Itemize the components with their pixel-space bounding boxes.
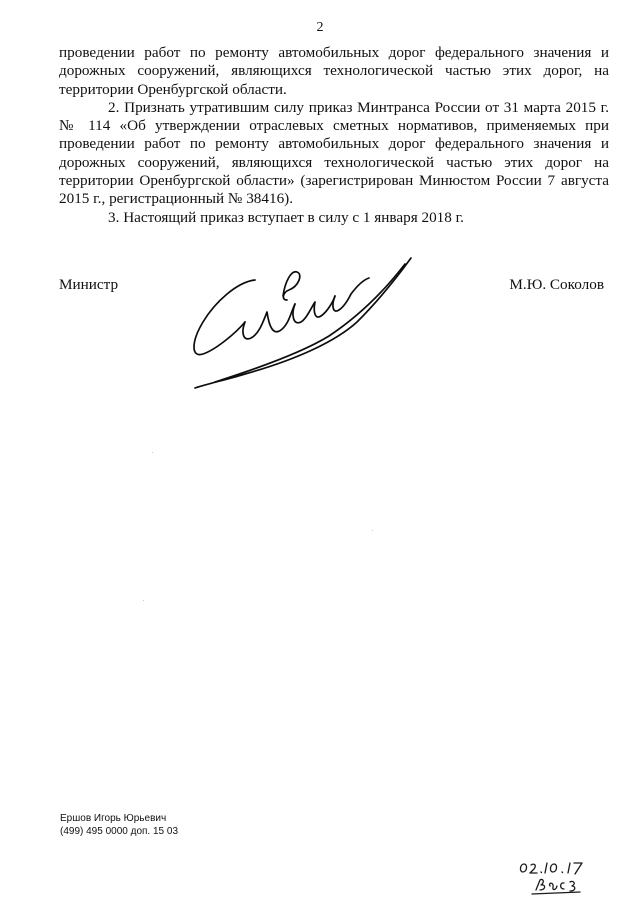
handwritten-date-initials: [510, 852, 600, 900]
signer-title: Министр: [59, 276, 119, 293]
contact-name: Ершов Игорь Юрьевич: [60, 813, 167, 824]
contact-info: [60, 812, 178, 838]
paragraph-continuation: проведении работ по ремонту автомобильных дорог федерального значения и дорожных сооружений, являющихся технологической частью этих дорог, на территории Оренбургской области.: [59, 44, 609, 98]
paragraph-item-2: 2. Признать утратившим силу приказ Минтранса России от 31 марта 2015 г. № 114 «Об утверждении отраслевых сметных нормативов, применяемых при проведении работ по ремонту автомобильных дорог федерального значения и дорожных сооружений, являющихся технологической частью этих дорог на территории Оренбургской области» (зарегистрирован Минюстом России 7 августа 2015 г., регистрационный № 38416).: [59, 98, 609, 208]
handwritten-signature: [185, 250, 425, 395]
page-number: 2: [316, 20, 324, 35]
signer-name: М.Ю. Соколов: [509, 276, 604, 293]
document-body: [59, 44, 609, 227]
paragraph-item-3: 3. Настоящий приказ вступает в силу с 1 января 2018 г.: [108, 208, 464, 226]
contact-phone: (499) 495 0000 доп. 15 03: [60, 826, 179, 837]
scan-speck: [372, 530, 373, 531]
scan-speck: [152, 452, 153, 453]
scan-speck: [143, 600, 144, 601]
